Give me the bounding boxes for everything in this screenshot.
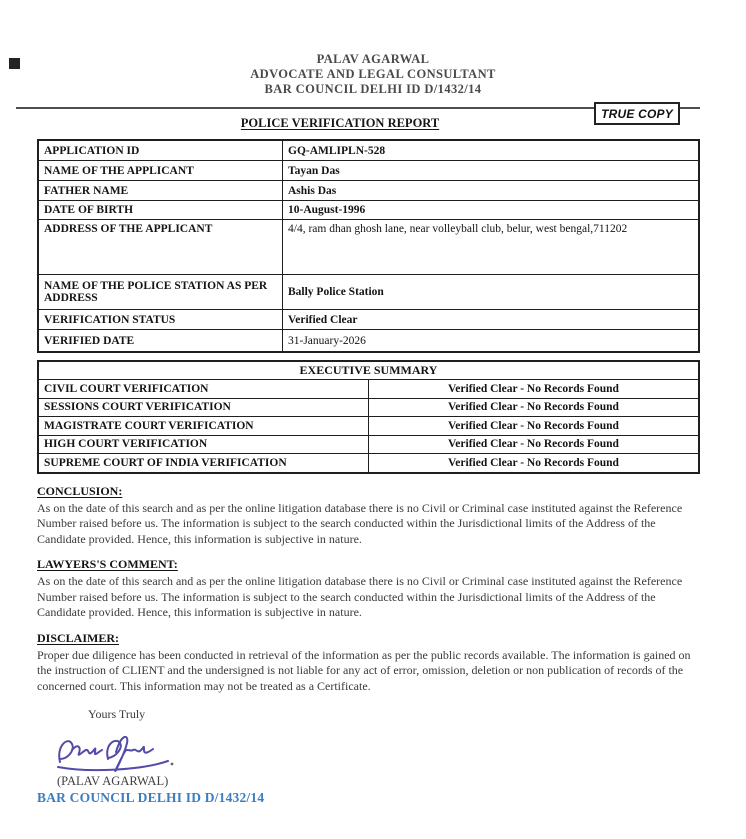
true-copy-stamp-label: TRUE COPY	[601, 106, 673, 121]
letterhead	[0, 52, 746, 97]
lawyers-comment-body: As on the date of this search and as per the online litigation database there is no Civil or Criminal case instituted against the Reference Number raised before us. The information is subject to the search conducted within the Jurisdictional limits of the Address of the Candidate provided. Hence, this information is subjective in nature.	[37, 574, 683, 619]
row-label: SESSIONS COURT VERIFICATION	[38, 398, 369, 417]
row-value: 10-August-1996	[283, 201, 700, 220]
row-label: MAGISTRATE COURT VERIFICATION	[38, 417, 369, 436]
handwritten-signature	[50, 726, 746, 774]
advocate-designation: ADVOCATE AND LEGAL CONSULTANT	[250, 67, 496, 81]
signature-ink-icon	[50, 726, 182, 774]
salutation: Yours Truly	[88, 707, 146, 721]
row-value: 4/4, ram dhan ghosh lane, near volleyball club, belur, west bengal,711202	[283, 220, 700, 275]
row-value: Verified Clear - No Records Found	[369, 417, 700, 436]
row-value: 31-January-2026	[283, 330, 700, 353]
executive-summary-title: EXECUTIVE SUMMARY	[38, 361, 699, 380]
table-row	[38, 201, 699, 220]
table-row	[38, 454, 699, 473]
lawyers-comment-heading: LAWYERS'S COMMENT:	[37, 557, 178, 571]
executive-summary-header-row	[38, 361, 699, 380]
corner-mark	[9, 58, 20, 69]
conclusion-heading: CONCLUSION:	[37, 483, 123, 498]
row-label: NAME OF THE APPLICANT	[38, 161, 283, 181]
row-value: Verified Clear - No Records Found	[369, 454, 700, 473]
table-row	[38, 435, 699, 454]
row-label: HIGH COURT VERIFICATION	[38, 435, 369, 454]
disclaimer-heading: DISCLAIMER:	[37, 630, 120, 645]
row-value: Bally Police Station	[283, 275, 700, 310]
row-label: VERIFIED DATE	[38, 330, 283, 353]
row-value: GQ-AMLIPLN-528	[283, 140, 700, 161]
table-row	[38, 417, 699, 436]
table-row	[38, 275, 699, 310]
row-value: Verified Clear - No Records Found	[369, 435, 700, 454]
conclusion-body: As on the date of this search and as per the online litigation database there is no Civil or Criminal case instituted against the Reference Number raised before us. The information is subject to the search conducted within the Jurisdictional limits of the Address of the Candidate provided. Hence, this information is subjective in nature.	[37, 500, 683, 546]
row-value: Verified Clear	[283, 310, 700, 330]
table-row	[38, 330, 699, 353]
table-row	[38, 398, 699, 417]
table-row	[38, 140, 699, 161]
applicant-details-table	[37, 139, 700, 353]
advocate-name: PALAV AGARWAL	[316, 52, 430, 66]
report-title: POLICE VERIFICATION REPORT	[240, 116, 440, 130]
bar-council-id-footer: BAR COUNCIL DELHI ID D/1432/14	[37, 790, 265, 805]
row-label: NAME OF THE POLICE STATION AS PER ADDRESS	[38, 275, 283, 310]
table-row	[38, 380, 699, 399]
row-label: APPLICATION ID	[38, 140, 283, 161]
row-value: Ashis Das	[283, 181, 700, 201]
row-label: FATHER NAME	[38, 181, 283, 201]
row-label: VERIFICATION STATUS	[38, 310, 283, 330]
bar-council-id-header: BAR COUNCIL DELHI ID D/1432/14	[264, 82, 482, 96]
police-verification-report-page	[0, 52, 746, 839]
row-value: Verified Clear - No Records Found	[369, 398, 700, 417]
executive-summary-table	[37, 360, 700, 474]
table-row	[38, 181, 699, 201]
signatory-name: (PALAV AGARWAL)	[57, 774, 169, 788]
row-label: CIVIL COURT VERIFICATION	[38, 380, 369, 399]
row-label: ADDRESS OF THE APPLICANT	[38, 220, 283, 275]
row-label: DATE OF BIRTH	[38, 201, 283, 220]
disclaimer-body: Proper due diligence has been conducted in retrieval of the information as per the public records available. The information is gained on the instruction of CLIENT and the undersigned is not liable for any act of error, omission, deletion or non publication of records of the concerned court. This information may not be treated as a Certificate.	[37, 647, 691, 693]
table-row	[38, 310, 699, 330]
table-row	[38, 161, 699, 181]
row-value: Verified Clear - No Records Found	[369, 380, 700, 399]
row-value: Tayan Das	[283, 161, 700, 181]
row-label: SUPREME COURT OF INDIA VERIFICATION	[38, 454, 369, 473]
table-row	[38, 220, 699, 275]
